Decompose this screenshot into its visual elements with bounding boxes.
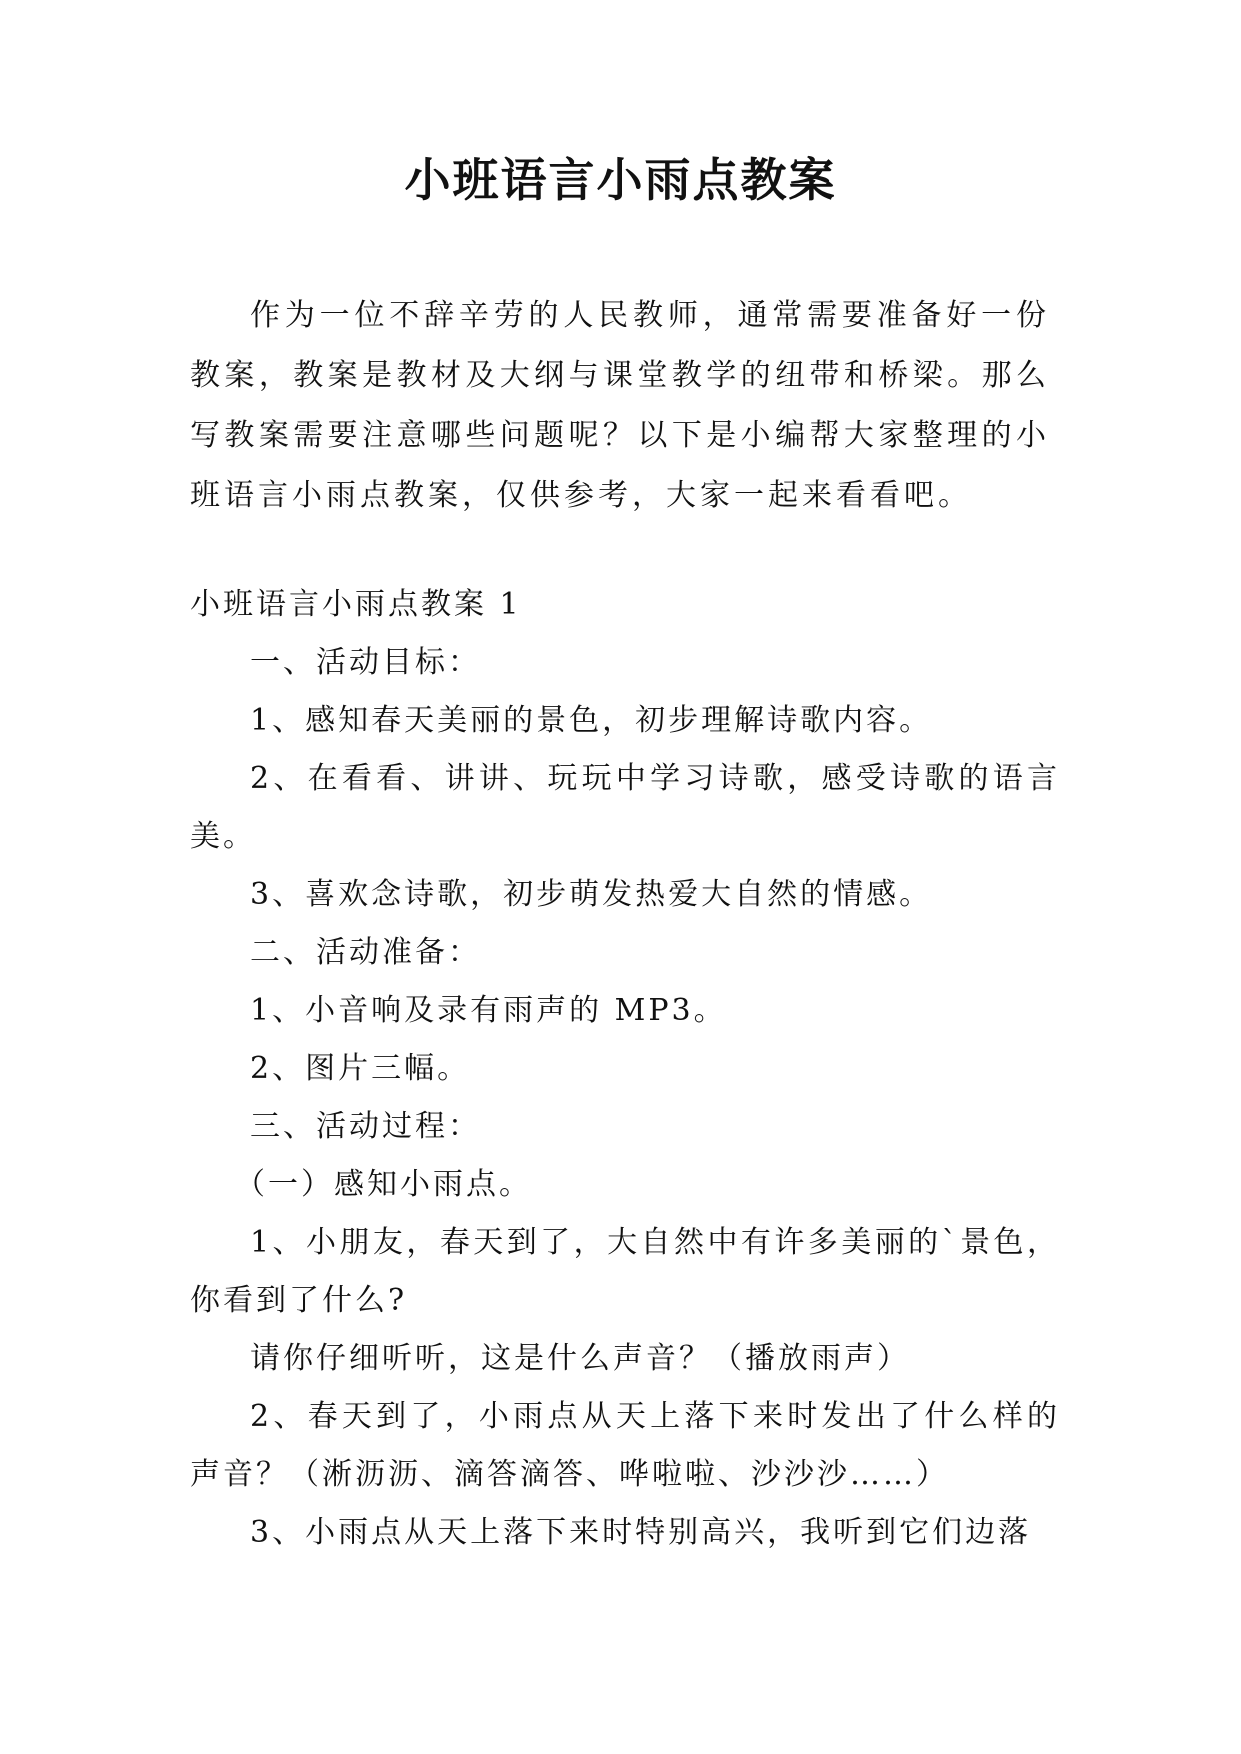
paragraph: 1、小音响及录有雨声的 MP3。	[250, 993, 727, 1028]
paragraph: 三、活动过程：	[250, 1109, 481, 1144]
paragraph: 请你仔细听听，这是什么声音？（播放雨声）	[250, 1341, 910, 1376]
paragraph: 2、在看看、讲讲、玩玩中学习诗歌，感受诗歌的语言美。	[190, 761, 1060, 854]
paragraph: 1、小朋友，春天到了，大自然中有许多美丽的`景色，你看到了什么?	[190, 1225, 1060, 1318]
paragraph: （一）感知小雨点。	[235, 1167, 532, 1202]
section-heading: 小班语言小雨点教案 1	[190, 587, 522, 622]
paragraph: 2、春天到了，小雨点从天上落下来时发出了什么样的声音？（淅沥沥、滴答滴答、哗啦啦、沙沙沙……）	[190, 1399, 1060, 1492]
paragraph: 一、活动目标：	[250, 645, 481, 680]
paragraph: 3、喜欢念诗歌，初步萌发热爱大自然的情感。	[250, 877, 933, 912]
paragraph: 1、感知春天美丽的景色，初步理解诗歌内容。	[250, 703, 933, 738]
document-body	[190, 576, 1060, 1562]
intro-paragraph: 作为一位不辞辛劳的人民教师，通常需要准备好一份教案，教案是教材及大纲与课堂教学的纽带和桥梁。那么写教案需要注意哪些问题呢？以下是小编帮大家整理的小班语言小雨点教案，仅供参考，大家一起来看看吧。	[190, 298, 1050, 513]
paragraph: 3、小雨点从天上落下来时特别高兴，我听到它们边落	[250, 1515, 1032, 1550]
document-title: 小班语言小雨点教案	[404, 153, 837, 207]
paragraph: 二、活动准备：	[250, 935, 481, 970]
paragraph: 2、图片三幅。	[250, 1051, 471, 1086]
